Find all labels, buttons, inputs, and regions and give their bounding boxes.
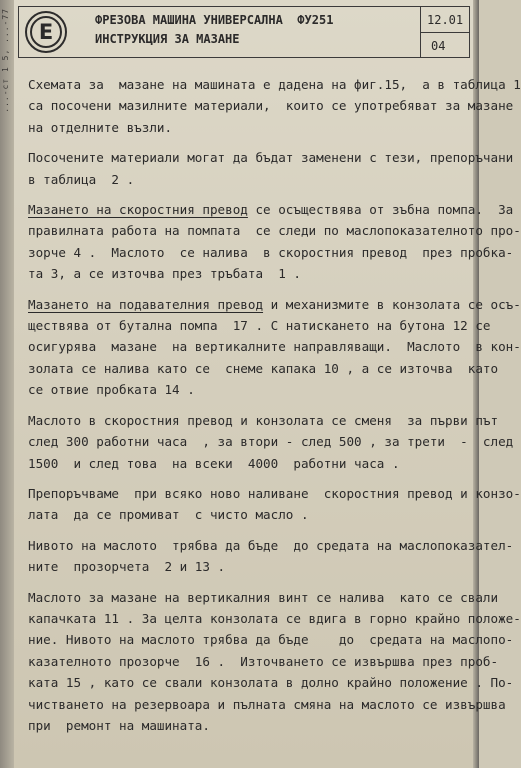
line-text: ние. Нивото на маслото трябва да бъде до средата на маслопо- bbox=[28, 632, 514, 648]
logo-letter: E bbox=[38, 20, 54, 44]
line-text: Препоръчваме при всяко ново наливане скоростния превод и конзо- bbox=[28, 485, 521, 501]
line-text: ката 15 , като се свали конзолата в долно крайно положение . По- bbox=[28, 675, 514, 691]
line-text: Посочените материали могат да бъдат заменени с тези, препоръчани bbox=[28, 150, 514, 166]
text-line bbox=[28, 336, 521, 357]
text-line bbox=[28, 169, 468, 190]
text-line bbox=[28, 535, 514, 556]
document-subtitle: ИНСТРУКЦИЯ ЗА МАЗАНЕ bbox=[95, 32, 240, 46]
header-code-divider bbox=[421, 32, 469, 33]
text-line bbox=[28, 453, 468, 474]
page-number: 04 bbox=[431, 39, 446, 53]
document-body bbox=[28, 74, 521, 745]
line-text: та 3, а се източва през тръбата 1 . bbox=[28, 266, 301, 282]
paragraph bbox=[28, 147, 514, 190]
line-text: зорче 4 . Маслото се налива в скоростния превод през пробка- bbox=[28, 244, 514, 260]
text-line bbox=[28, 694, 506, 715]
line-text: и механизмите в конзолата се осъ- bbox=[263, 296, 521, 312]
text-line bbox=[28, 587, 499, 608]
document-code: 12.01 bbox=[427, 13, 464, 27]
line-text: Маслото за мазане на вертикалния винт се налива като се свали bbox=[28, 589, 499, 605]
line-text: се осъществява от зъбна помпа. За bbox=[247, 202, 514, 218]
line-text: Схемата за мазане на машината е дадена на фиг.15, а в таблица 1 bbox=[28, 77, 521, 92]
text-line bbox=[28, 431, 514, 452]
line-text: чистването на резервоара и пълната смяна на маслото се извършва bbox=[28, 696, 506, 712]
text-line bbox=[28, 147, 514, 168]
document-title: ФРЕЗОВА МАШИНА УНИВЕРСАЛНА ФУ251 bbox=[95, 13, 334, 27]
logo-inner-ring bbox=[30, 16, 62, 48]
line-text: след 300 работни часа , за втори - след 500 , за трети - след bbox=[28, 434, 514, 450]
line-text: Маслото в скоростния превод и конзолата се сменя за първи път bbox=[28, 412, 499, 428]
text-line bbox=[28, 651, 499, 672]
text-line bbox=[28, 315, 491, 336]
line-text: 1500 и след това на всеки 4000 работни часа . bbox=[28, 455, 400, 471]
text-line bbox=[28, 629, 514, 650]
text-line bbox=[28, 95, 514, 116]
paragraph bbox=[28, 199, 521, 285]
line-text: в таблица 2 . bbox=[28, 171, 135, 187]
text-line bbox=[28, 294, 521, 315]
paragraph bbox=[28, 587, 521, 737]
text-line bbox=[28, 358, 499, 379]
text-line bbox=[28, 504, 468, 525]
text-line bbox=[28, 608, 521, 629]
header-code-box bbox=[420, 7, 469, 57]
text-line bbox=[28, 199, 514, 220]
line-text: золата се налива като се снеме капака 10 , а се източва като bbox=[28, 360, 499, 376]
text-line bbox=[28, 379, 468, 400]
line-text: на отделните възли. bbox=[28, 119, 173, 135]
paragraph bbox=[28, 535, 514, 578]
line-text: ните прозорчета 2 и 13 . bbox=[28, 559, 226, 575]
document-header bbox=[18, 6, 470, 58]
text-line bbox=[28, 263, 468, 284]
text-line bbox=[28, 672, 514, 693]
text-line bbox=[28, 715, 468, 736]
text-line bbox=[28, 220, 521, 241]
line-text: са посочени мазилните материали, които се употребяват за мазане bbox=[28, 98, 514, 114]
line-text: ществява от бутална помпа 17 . С натискането на бутона 12 се bbox=[28, 318, 491, 334]
page-left-edge bbox=[0, 0, 14, 768]
line-text: при ремонт на машината. bbox=[28, 717, 210, 733]
line-text: лата да се промиват с чисто масло . bbox=[28, 507, 309, 523]
line-text: правилната работа на помпата се следи по маслопоказателното про- bbox=[28, 223, 521, 239]
line-text: капачката 11 . За целта конзолата се вдига в горно крайно положе- bbox=[28, 610, 521, 626]
text-line bbox=[28, 117, 468, 138]
text-line bbox=[28, 483, 521, 504]
line-text: казателното прозорче 16 . Източването се извършва през проб- bbox=[28, 653, 499, 669]
text-line bbox=[28, 242, 514, 263]
paragraph bbox=[28, 410, 514, 474]
underlined-heading: Мазането на подавателния превод bbox=[28, 296, 264, 312]
text-line bbox=[28, 410, 499, 431]
paragraph bbox=[28, 74, 521, 138]
text-line bbox=[28, 74, 521, 95]
line-text: Нивото на маслото трябва да бъде до средата на маслопоказател- bbox=[28, 537, 514, 553]
factory-logo-icon bbox=[25, 11, 67, 53]
line-text: осигурява мазане на вертикалните направляващи. Маслото в кон- bbox=[28, 339, 521, 355]
paragraph bbox=[28, 483, 521, 526]
line-text: се отвие пробката 14 . bbox=[28, 382, 195, 398]
underlined-heading: Мазането на скоростния превод bbox=[28, 202, 248, 218]
margin-note: ...-ст 1 5, ...-77 bbox=[1, 8, 10, 113]
text-line bbox=[28, 556, 468, 577]
paragraph bbox=[28, 294, 521, 401]
